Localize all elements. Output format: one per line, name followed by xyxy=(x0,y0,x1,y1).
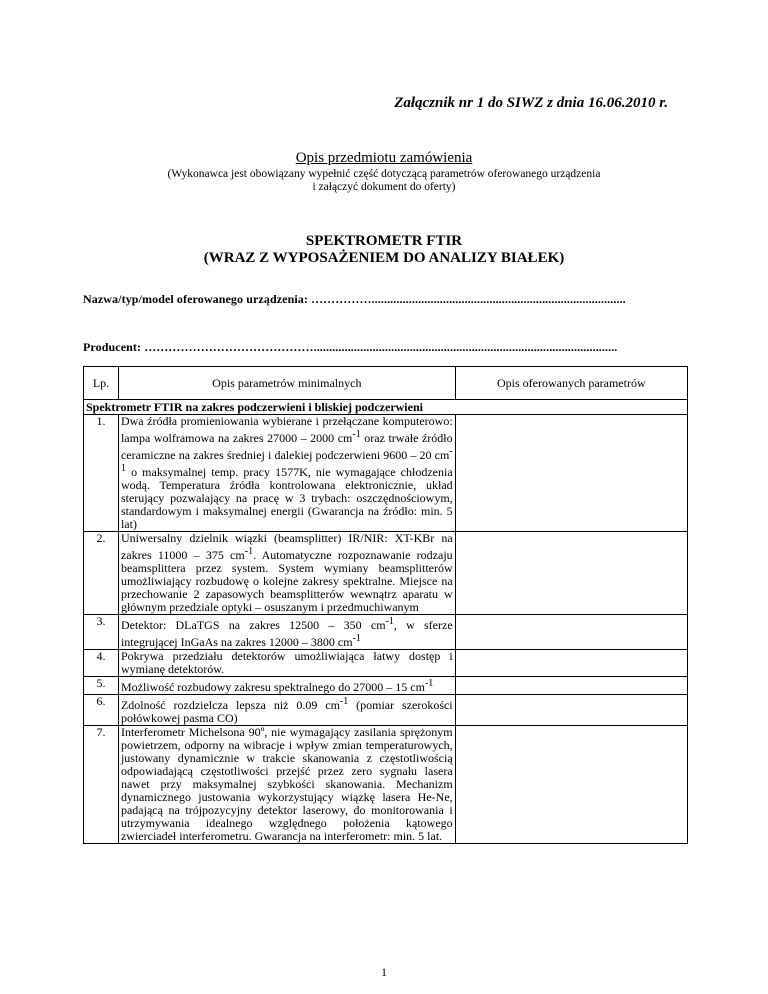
table-row xyxy=(84,532,688,615)
table-header-row xyxy=(84,367,688,400)
row-description: Pokrywa przedziału detektorów umożliwiająca łatwy dostęp i wymianę detektorów. xyxy=(118,650,455,677)
section-blank xyxy=(455,400,687,415)
row-number: 1. xyxy=(84,415,119,532)
row-number: 3. xyxy=(84,615,119,650)
row-description: Możliwość rozbudowy zakresu spektralnego do 27000 – 15 $cm^{-1}$ xyxy=(118,677,455,695)
producer-field: Producent: …………………………………….................................................................................................. xyxy=(83,340,618,354)
offered-parameter-cell[interactable] xyxy=(455,726,687,844)
offered-parameter-cell[interactable] xyxy=(455,415,687,532)
instruction-note-line-2: i załączyć dokument do oferty) xyxy=(312,181,456,193)
offered-parameter-cell[interactable] xyxy=(455,532,687,615)
offered-parameter-cell[interactable] xyxy=(455,695,687,726)
instruction-note-line-1: (Wykonawca jest obowiązany wypełnić część dotyczącą parametrów oferowanego urządzenia xyxy=(167,168,601,180)
row-description: Zdolność rozdzielcza lepsza niż 0.09 $cm^{-1}$ (pomiar szerokości połówkowej pasma CO) xyxy=(118,695,455,726)
table-row xyxy=(84,415,688,532)
table-row xyxy=(84,695,688,726)
model-field: Nazwa/typ/model oferowanego urządzenia: …………….................................................................................. xyxy=(83,292,626,306)
row-number: 2. xyxy=(84,532,119,615)
section-row xyxy=(84,400,688,415)
table-row xyxy=(84,677,688,695)
offered-parameter-cell[interactable] xyxy=(455,650,687,677)
row-number: 5. xyxy=(84,677,119,695)
column-header-lp: Lp. xyxy=(84,367,119,400)
row-description: Detektor: DLaTGS na zakres 12500 – 350 $cm^{-1}$, w sferze integrującej InGaAs na zakres 12000 – 3800 $cm^{-1}$ xyxy=(118,615,455,650)
offered-parameter-cell[interactable] xyxy=(455,615,687,650)
table-row xyxy=(84,615,688,650)
device-heading-line-2: (WRAZ Z WYPOSAŻENIEM DO ANALIZY BIAŁEK) xyxy=(203,250,565,266)
row-description: Uniwersalny dzielnik wiązki (beamsplitter) IR/NIR: XT-KBr na zakres 11000 – 375 $cm^{-1}$. Automatyczne rozpoznawanie rodzaju beamsplittera przez system. System wymiany beamsplitterów umożliwiający rozbudowę o kolejne zakresy spektralne. Miejsce na przechowanie 2 zapasowych beamsplitterów wewnątrz aparatu w głównym przedziale optyki – osuszanym i przedmuchiwanym xyxy=(118,532,455,615)
annex-reference: Załącznik nr 1 do SIWZ z dnia 16.06.2010 r. xyxy=(394,95,668,111)
device-heading-line-1: SPEKTROMETR FTIR xyxy=(305,233,463,249)
parameters-table xyxy=(83,366,688,844)
row-description: Interferometr Michelsona 90º, nie wymagający zasilania sprężonym powietrzem, odporny na wibracje i wpływ zmian temperaturowych, justowany dynamicznie w trakcie skanowania z częstotliwością odpowiadającą częstotliwości przejść przez zero sygnału lasera nawet przy maksymalnej szybkości skanowania. Mechanizm dynamicznego justowania wykorzystujący wiązkę lasera He-Ne, padającą na trójpozycyjny detektor laserowy, do monitorowania i utrzymywania idealnego względnego położenia kątowego zwierciadeł interferometru. Gwarancja na interferometr: min. 5 lat. xyxy=(118,726,455,844)
row-number: 4. xyxy=(84,650,119,677)
device-heading xyxy=(0,233,768,267)
table-row xyxy=(84,726,688,844)
offered-parameter-cell[interactable] xyxy=(455,677,687,695)
row-number: 7. xyxy=(84,726,119,844)
column-header-offered: Opis oferowanych parametrów xyxy=(455,367,687,400)
page-number: 1 xyxy=(381,965,387,979)
document-title: Opis przedmiotu zamówienia xyxy=(295,150,473,166)
column-header-minimum: Opis parametrów minimalnych xyxy=(118,367,455,400)
section-title: Spektrometr FTIR na zakres podczerwieni i bliskiej podczerwieni xyxy=(84,400,456,415)
row-number: 6. xyxy=(84,695,119,726)
instruction-note xyxy=(0,168,768,194)
table-row xyxy=(84,650,688,677)
row-description: Dwa źródła promieniowania wybierane i przełączane komputerowo: lampa wolframowa na zakres 27000 – 2000 $cm^{-1}$ oraz trwałe źródło ceramiczne na zakres średniej i dalekiej podczerwieni 9600 – 20 $cm^{-1}$ o maksymalnej temp. pracy 1577K, nie wymagające chłodzenia wodą. Temperatura źródła kontrolowana elektronicznie, układ sterujący pozwalający na pracę w 3 trybach: oszczędnościowym, standardowym i maksymalnej energii (Gwarancja na źródło: min. 5 lat) xyxy=(118,415,455,532)
